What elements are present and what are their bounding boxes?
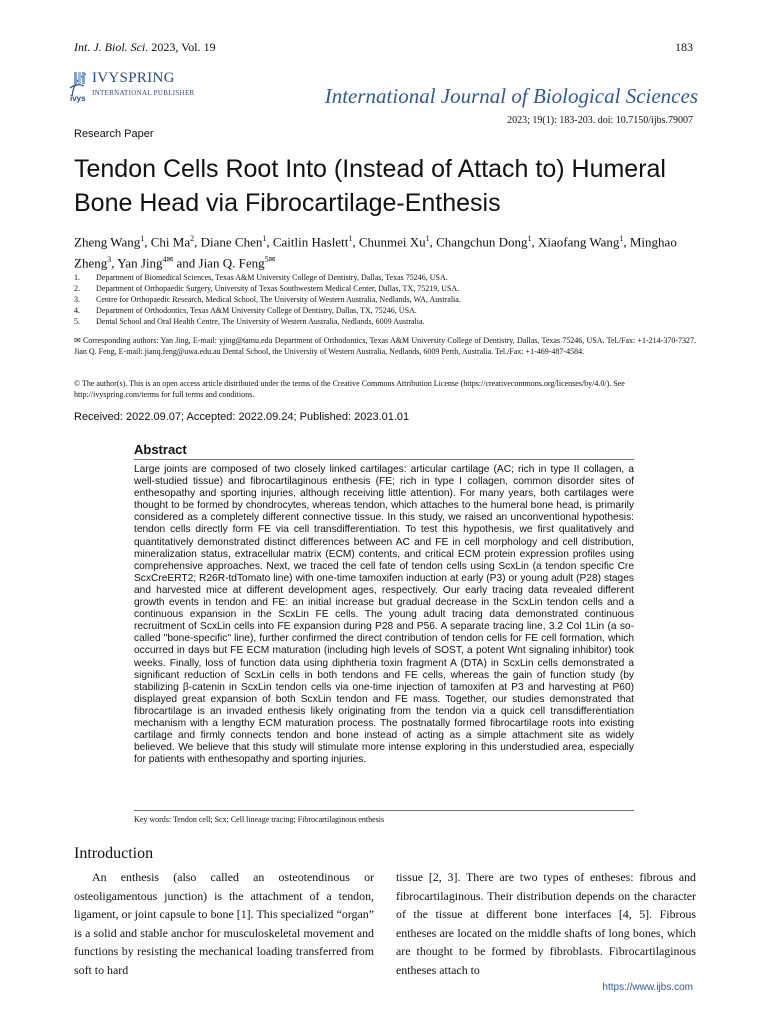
affiliation-item — [74, 316, 704, 327]
introduction-column-left: An enthesis (also called an osteotendinous or osteoligamentous junction) is the attachment of a tendon, ligament, or joint capsule to bone [1]. This specialized “organ” is a solid and stable anchor for musculoskeletal movement and functions by resisting the mechanical loading transferred from soft to hard — [74, 870, 374, 977]
affiliation-text: Department of Orthopaedic Surgery, University of Texas Southwestern Medical Center, Dallas, TX, 75219, USA. — [96, 284, 460, 293]
article-type: Research Paper — [74, 128, 154, 140]
author-affiliation-marker: 1 — [527, 234, 532, 243]
affiliation-number: 3. — [74, 295, 80, 304]
affiliation-number: 2. — [74, 284, 80, 293]
author-name: Zheng Wang — [74, 234, 141, 250]
publisher-name: IVYSPRING — [92, 70, 175, 86]
author-affiliation-marker: 4✉ — [162, 255, 174, 265]
affiliation-number: 4. — [74, 306, 80, 315]
abstract-divider — [134, 459, 634, 460]
author-separator: , — [429, 234, 437, 250]
affiliation-item — [74, 294, 704, 305]
author-separator: , — [194, 234, 201, 250]
author-separator: , — [144, 234, 151, 250]
author-affiliation-marker: 3 — [107, 255, 112, 265]
running-header — [74, 40, 216, 55]
introduction-heading: Introduction — [74, 845, 154, 862]
affiliation-item — [74, 272, 704, 283]
author-affiliation-marker: 2 — [190, 234, 195, 243]
author-affiliation-marker: 1 — [619, 234, 624, 243]
footer-link[interactable]: https://www.ijbs.com — [602, 982, 693, 993]
author-affiliation-marker: 1 — [425, 234, 430, 243]
affiliation-item — [74, 283, 704, 294]
svg-text:ivys: ivys — [70, 94, 86, 103]
affiliation-text: Centre for Orthopaedic Research, Medical School, The University of Western Australia, Nedlands, WA, Australia. — [96, 295, 461, 304]
author-separator: and — [173, 255, 199, 271]
author-name: Caitlin Haslett — [272, 234, 349, 250]
affiliation-number: 5. — [74, 317, 80, 326]
author-affiliation-marker: 1 — [140, 234, 145, 243]
author-name: Diane Chen — [200, 234, 263, 250]
journal-name: International Journal of Biological Sciences — [324, 84, 698, 108]
author-name: Jian Q. Feng — [198, 255, 265, 271]
article-title: Tendon Cells Root Into (Instead of Attach to) Humeral Bone Head via Fibrocartilage-Enthesis — [74, 155, 666, 217]
year-volume: 2023, Vol. 19 — [151, 40, 216, 54]
author-affiliation-marker: 1 — [348, 234, 353, 243]
corresponding-authors: ✉ Corresponding authors: Yan Jing, E-mail: yjing@tamu.edu Department of Orthodontics, Texas A&M University College of Dentistry, Dallas, Texas 75246, USA. Tel./Fax: +1-214-370-7327. Jian Q. Feng, E-mail: jianq.feng@uwa.edu.au Dental School, the University of Western Australia, Nedlands, 6009 Perth, Australia. Tel./Fax: +1-469-487-4584. — [74, 336, 696, 356]
abstract-heading: Abstract — [134, 442, 187, 457]
affiliation-text: Department of Orthodontics, Texas A&M University College of Dentistry, Dallas, TX, 75246, USA. — [96, 306, 417, 315]
author-name: Changchun Dong — [436, 234, 528, 250]
author-name: Yan Jing — [117, 255, 163, 271]
author-list — [74, 230, 704, 273]
citation: 2023; 19(1): 183-203. doi: 10.7150/ijbs.79007 — [507, 115, 693, 126]
affiliation-number: 1. — [74, 273, 80, 282]
abstract-body: Large joints are composed of two closely linked cartilages: articular cartilage (AC; rich in type II collagen, a well-studied tissue) and fibrocartilaginous enthesis (FE; rich in type I collagen, common disorder sites of enthesopathy and sporting injuries, although receiving little attention). For many years, both cartilages were thought to be formed by chondrocytes, whereas tendon, which attaches to the humeral bone head, is primarily considered as a completely different connective tissue. In this study, we raised an unconventional hypothesis: tendon cells directly form FE via cell transdifferentiation. To test this hypothesis, we first qualitatively and quantitatively demonstrated distinct differences between AC and FE in cell morphology and cell distribution, mineralization status, extracellular matrix (ECM) contents, and critical ECM protein expression profiles using comprehensive approaches. Next, we traced the cell fate of tendon cells using ScxLin (a tendon specific Cre ScxCreERT2; R26R-tdTomato line) with one-time tamoxifen induction at early (P3) or young adult (P28) stages and harvested mice at different development ages, respectively. Our early tracing data revealed different growth events in tendon and FE: an initial increase but gradual decrease in the ScxLin tendon cells and a continuous expansion in the ScxLin FE cells. The young adult tracing data demonstrated continuous recruitment of ScxLin cells into FE expansion during P28 and P56. A separate tracing line, 3.2 Col 1Lin (a so-called "bone-specific" line), further confirmed the direct contribution of tendon cells for FE cell formation, which occurred in days but FE ECM maturation (including high levels of SOST, a potent Wnt signaling inhibitor) took weeks. Finally, loss of function data using diphtheria toxin fragment A (DTA) in ScxLin cells demonstrated a significant reduction of ScxLin cells in both tendons and FE cells, whereas the gain of function study (by stabilizing β-catenin in ScxLin tendon cells via one-time injection of tamoxifen at P3 and harvesting at P60) displayed great expansion of both ScxLin tendon and FE mass. Together, our studies demonstrated that fibrocartilage is an invaded enthesis likely originating from the tendon via a quick cell transdifferentiation mechanism with a lengthy ECM maturation process. The postnatally formed fibrocartilage roots into existing cartilage and firmly connects tendon and bone instead of acting as a simple attachment site as widely believed. We believe that this study will stimulate more intense exploring in this understudied area, especially for patients with enthesopathy and sporting injuries. — [134, 464, 634, 766]
introduction-column-right: tissue [2, 3]. There are two types of entheses: fibrous and fibrocartilaginous. Their distribution depends on the character of the tissue at different bone interfaces [4, 5]. Fibrous entheses are located on the middle shafts of long bones, which are thought to be formed by fibroblasts. Fibrocartilaginous entheses attach to — [396, 870, 696, 977]
affiliation-text: Dental School and Oral Health Centre, The University of Western Australia, Nedlands, 6009 Australia. — [96, 317, 425, 326]
keywords: Key words: Tendon cell; Scx; Cell lineage tracing; Fibrocartilaginous enthesis — [134, 815, 385, 824]
license-notice: © The author(s). This is an open access article distributed under the terms of the Creative Commons Attribution License (https://creativecommons.org/licenses/by/4.0/). See http://ivyspring.com/terms for full terms and conditions. — [74, 379, 625, 399]
author-separator: , — [111, 255, 118, 271]
journal-abbrev: Int. J. Biol. Sci. — [74, 40, 149, 54]
publisher-subtitle: INTERNATIONAL PUBLISHER — [92, 89, 195, 97]
author-affiliation-marker: 5✉ — [264, 255, 276, 265]
author-name: Chunmei Xu — [358, 234, 426, 250]
keywords-divider — [134, 810, 634, 811]
author-name: Chi Ma — [150, 234, 191, 250]
affiliation-list — [74, 272, 704, 327]
author-separator: , — [623, 234, 630, 250]
page-number: 183 — [675, 40, 693, 54]
author-name: Xiaofang Wang — [537, 234, 620, 250]
author-separator: , — [266, 234, 273, 250]
author-name: Minghao Zheng — [74, 234, 677, 271]
article-dates: Received: 2022.09.07; Accepted: 2022.09.24; Published: 2023.01.01 — [74, 411, 410, 423]
author-separator: , — [531, 234, 538, 250]
affiliation-item — [74, 305, 704, 316]
affiliation-text: Department of Biomedical Sciences, Texas A&M University College of Dentistry, Dallas, Texas 75246, USA. — [96, 273, 448, 282]
author-affiliation-marker: 1 — [262, 234, 267, 243]
author-separator: , — [352, 234, 359, 250]
